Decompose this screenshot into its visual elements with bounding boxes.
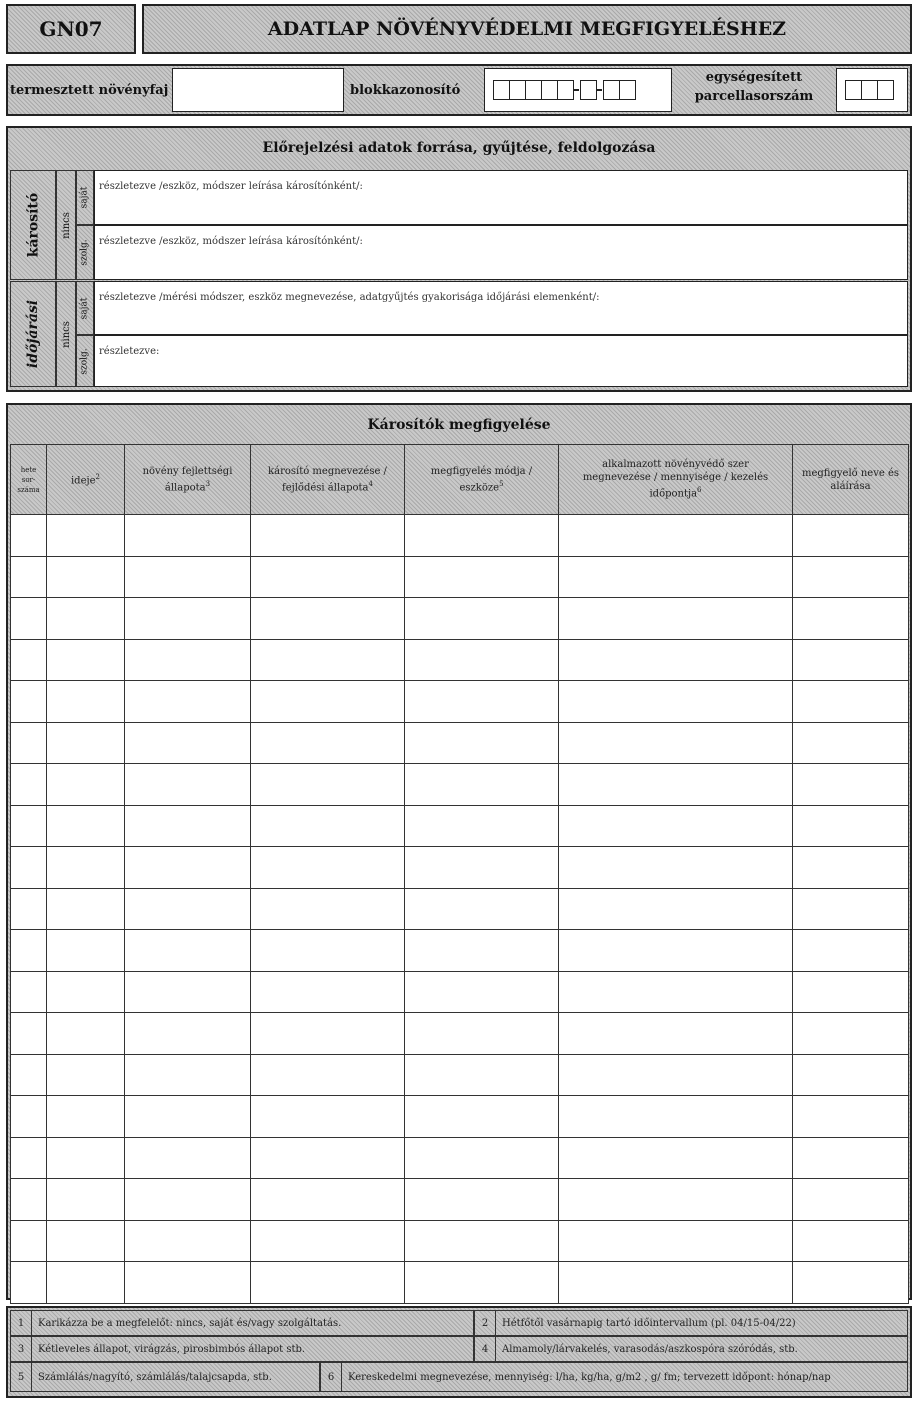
cell-pest[interactable] [251,639,405,681]
footnote-number: 4 [475,1337,496,1361]
block-label: blokkazonosító [350,83,461,98]
cell-observer[interactable] [793,805,909,847]
cell-week[interactable] [11,556,47,598]
col-time-sup: 2 [95,473,100,482]
parcel-digit[interactable] [877,80,894,100]
weather-service-detail[interactable] [94,335,908,387]
cell-time[interactable] [47,1096,125,1138]
weather-own-detail[interactable] [94,281,908,335]
cell-treatment[interactable] [559,847,793,889]
footnote-number: 1 [11,1311,32,1335]
cell-treatment[interactable] [559,888,793,930]
cell-treatment[interactable] [559,1096,793,1138]
table-row [11,598,909,640]
cell-pest[interactable] [251,971,405,1013]
cell-plant-stage[interactable] [125,1137,251,1179]
pest-group-label [10,170,56,280]
weather-none-cell[interactable] [56,281,76,387]
form-title [142,4,912,54]
col-plant-stage-l1: növény fejlettségi [142,465,233,477]
footnote-text: Hétfőtől vasárnapig tartó időintervallum (pl. 04/15-04/22) [502,1317,796,1329]
observation-title: Károsítók megfigyelése [367,417,551,433]
parcel-digit[interactable] [845,80,862,100]
cell-treatment[interactable] [559,1179,793,1221]
cell-week[interactable] [11,639,47,681]
detail-label: részletezve /eszköz, módszer leírása károsítónként/: [99,181,363,192]
cell-week[interactable] [11,888,47,930]
table-row [11,1137,909,1179]
cell-observer[interactable] [793,1096,909,1138]
cell-method[interactable] [405,764,559,806]
parcel-number-input[interactable] [836,68,908,112]
col-method-l2: eszköze [459,482,500,494]
block-id-input[interactable] [484,68,672,112]
cell-treatment[interactable] [559,1013,793,1055]
cell-observer[interactable] [793,556,909,598]
col-pest-sup: 4 [368,479,373,488]
cell-pest[interactable] [251,681,405,723]
cell-treatment[interactable] [559,1054,793,1096]
weather-none-text: nincs [60,320,72,348]
cell-time[interactable] [47,722,125,764]
cell-time[interactable] [47,1262,125,1304]
cell-week[interactable] [11,847,47,889]
cell-method[interactable] [405,1013,559,1055]
cell-plant-stage[interactable] [125,1013,251,1055]
cell-plant-stage[interactable] [125,556,251,598]
block-id-digit[interactable] [541,80,558,100]
block-id-digit[interactable] [493,80,510,100]
cell-method[interactable] [405,1179,559,1221]
pest-none-cell[interactable] [56,170,76,280]
cell-method[interactable] [405,598,559,640]
cell-week[interactable] [11,1013,47,1055]
cell-week[interactable] [11,1220,47,1262]
col-treatment-sup: 6 [697,486,702,495]
cell-observer[interactable] [793,1262,909,1304]
weather-group-text: időjárási [25,299,42,369]
table-row [11,971,909,1013]
cell-week[interactable] [11,1179,47,1221]
pest-service-text: szolg. [79,239,90,266]
cell-plant-stage[interactable] [125,805,251,847]
table-row [11,1013,909,1055]
cell-pest[interactable] [251,805,405,847]
footnote-text: Almamoly/lárvakelés, varasodás/aszkospóra szóródás, stb. [502,1343,798,1355]
col-pest-l2: fejlődési állapota [282,482,369,494]
cell-method[interactable] [405,971,559,1013]
cell-week[interactable] [11,971,47,1013]
cell-week[interactable] [11,681,47,723]
cell-week[interactable] [11,764,47,806]
cell-observer[interactable] [793,515,909,557]
pest-own-text: saját [79,186,90,209]
footnote-3 [10,1336,474,1362]
cell-plant-stage[interactable] [125,1220,251,1262]
cell-observer[interactable] [793,639,909,681]
cell-week[interactable] [11,1137,47,1179]
block-id-digit[interactable] [619,80,636,100]
cell-treatment[interactable] [559,971,793,1013]
cell-pest[interactable] [251,1262,405,1304]
cell-method[interactable] [405,556,559,598]
detail-label: részletezve: [99,346,160,357]
table-row [11,639,909,681]
cell-observer[interactable] [793,888,909,930]
block-id-digit[interactable] [509,80,526,100]
cell-pest[interactable] [251,1013,405,1055]
footnote-text: Karikázza be a megfelelőt: nincs, saját és/vagy szolgáltatás. [38,1317,342,1329]
cell-time[interactable] [47,764,125,806]
crop-label: termesztett növényfaj [10,83,169,98]
cell-time[interactable] [47,930,125,972]
forecast-title: Előrejelzési adatok forrása, gyűjtése, feldolgozása [262,140,656,156]
parcel-label-line2: parcellasorszám [694,89,814,104]
table-row [11,722,909,764]
footnote-1 [10,1310,474,1336]
cell-pest[interactable] [251,598,405,640]
pest-own-detail[interactable] [94,170,908,225]
weather-service-text: szolg. [79,347,90,375]
table-row [11,1054,909,1096]
cell-method[interactable] [405,805,559,847]
observation-table [10,444,909,1304]
block-id-digit[interactable] [603,80,620,100]
footnote-4 [474,1336,908,1362]
cell-method[interactable] [405,639,559,681]
col-time [47,445,125,515]
cell-week[interactable] [11,1054,47,1096]
table-row [11,888,909,930]
cell-plant-stage[interactable] [125,515,251,557]
footnote-text: Kereskedelmi megnevezése, mennyiség: l/ha, kg/ha, g/m2 , g/ fm; tervezett időpont: hónap/nap [348,1371,831,1383]
cell-pest[interactable] [251,847,405,889]
cell-observer[interactable] [793,1220,909,1262]
cell-time[interactable] [47,847,125,889]
form-title-text: ADATLAP NÖVÉNYVÉDELMI MEGFIGYELÉSHEZ [267,18,787,40]
col-plant-stage-l2: állapota [164,482,206,494]
pest-own-cell[interactable] [76,170,94,225]
col-pest [251,445,405,515]
cell-pest[interactable] [251,764,405,806]
cell-week[interactable] [11,1096,47,1138]
cell-pest[interactable] [251,1137,405,1179]
form-code [6,4,136,54]
col-method-sup: 5 [499,479,504,488]
table-row [11,805,909,847]
cell-plant-stage[interactable] [125,971,251,1013]
cell-week[interactable] [11,515,47,557]
cell-week[interactable] [11,1262,47,1304]
footnote-6 [320,1362,908,1392]
cell-treatment[interactable] [559,1262,793,1304]
col-observer [793,445,909,515]
cell-observer[interactable] [793,598,909,640]
cell-observer[interactable] [793,1179,909,1221]
footnote-number: 3 [11,1337,32,1361]
cell-time[interactable] [47,888,125,930]
col-method [405,445,559,515]
cell-plant-stage[interactable] [125,722,251,764]
cell-method[interactable] [405,722,559,764]
cell-plant-stage[interactable] [125,639,251,681]
cell-observer[interactable] [793,847,909,889]
footnote-text: Számlálás/nagyító, számlálás/talajcsapda, stb. [38,1371,272,1383]
cell-plant-stage[interactable] [125,930,251,972]
cell-pest[interactable] [251,515,405,557]
cell-treatment[interactable] [559,1137,793,1179]
cell-plant-stage[interactable] [125,598,251,640]
cell-time[interactable] [47,598,125,640]
col-time-l1: ideje [70,475,96,487]
cell-treatment[interactable] [559,681,793,723]
col-treatment-l3: időpontja [649,488,698,500]
cell-treatment[interactable] [559,556,793,598]
table-row [11,556,909,598]
cell-time[interactable] [47,1054,125,1096]
cell-observer[interactable] [793,764,909,806]
cell-method[interactable] [405,1137,559,1179]
col-plant-stage-sup: 3 [205,479,211,488]
pest-none-text: nincs [60,211,72,239]
cell-pest[interactable] [251,1054,405,1096]
cell-observer[interactable] [793,1013,909,1055]
footnote-text: Kétleveles állapot, virágzás, pirosbimbós állapot stb. [38,1343,306,1355]
cell-week[interactable] [11,598,47,640]
cell-pest[interactable] [251,1179,405,1221]
cell-plant-stage[interactable] [125,888,251,930]
cell-week[interactable] [11,805,47,847]
table-row [11,515,909,557]
table-row [11,1262,909,1304]
footnote-2 [474,1310,908,1336]
cell-method[interactable] [405,1054,559,1096]
pest-service-cell[interactable] [76,225,94,280]
cell-observer[interactable] [793,1137,909,1179]
col-treatment-l2: megnevezése / mennyisége / kezelés [582,472,769,484]
cell-observer[interactable] [793,722,909,764]
cell-week[interactable] [11,722,47,764]
cell-time[interactable] [47,556,125,598]
cell-plant-stage[interactable] [125,1054,251,1096]
block-id-digit[interactable] [525,80,542,100]
table-row [11,764,909,806]
cell-time[interactable] [47,639,125,681]
cell-treatment[interactable] [559,930,793,972]
cell-plant-stage[interactable] [125,764,251,806]
cell-observer[interactable] [793,971,909,1013]
footnote-number: 5 [11,1363,32,1391]
cell-time[interactable] [47,1137,125,1179]
cell-pest[interactable] [251,888,405,930]
cell-time[interactable] [47,1179,125,1221]
cell-plant-stage[interactable] [125,1179,251,1221]
cell-treatment[interactable] [559,515,793,557]
weather-service-cell[interactable] [76,335,94,387]
cell-plant-stage[interactable] [125,1096,251,1138]
block-id-digit[interactable] [557,80,574,100]
detail-label: részletezve /eszköz, módszer leírása károsítónként/: [99,236,363,247]
cell-treatment[interactable] [559,598,793,640]
col-week-l2: sor- [21,475,36,484]
parcel-label-line1: egységesített [705,70,803,85]
cell-time[interactable] [47,681,125,723]
table-row [11,1096,909,1138]
weather-own-text: saját [79,297,90,319]
cell-method[interactable] [405,681,559,723]
cell-observer[interactable] [793,1054,909,1096]
parcel-digit[interactable] [861,80,878,100]
col-treatment-l1: alkalmazott növényvédő szer [602,459,749,471]
cell-method[interactable] [405,1220,559,1262]
cell-pest[interactable] [251,722,405,764]
pest-group-text: károsító [25,192,41,258]
cell-treatment[interactable] [559,639,793,681]
cell-time[interactable] [47,515,125,557]
weather-group-label [10,281,56,387]
cell-treatment[interactable] [559,764,793,806]
cell-week[interactable] [11,930,47,972]
cell-method[interactable] [405,888,559,930]
col-week-l3: száma [17,485,40,494]
col-pest-l1: károsító megnevezése / [268,465,387,477]
cell-time[interactable] [47,805,125,847]
block-id-dash [574,89,579,91]
cell-plant-stage[interactable] [125,1262,251,1304]
col-observer-l2: aláírása [830,480,871,492]
cell-method[interactable] [405,515,559,557]
block-id-dash [597,89,602,91]
pest-service-detail[interactable] [94,225,908,280]
cell-time[interactable] [47,1220,125,1262]
cell-pest[interactable] [251,930,405,972]
table-row [11,847,909,889]
col-treatment [559,445,793,515]
cell-time[interactable] [47,971,125,1013]
col-observer-l1: megfigyelő neve és [802,467,899,479]
cell-observer[interactable] [793,930,909,972]
col-plant-stage [125,445,251,515]
table-row [11,930,909,972]
table-row [11,1179,909,1221]
cell-pest[interactable] [251,556,405,598]
parcel-label [676,68,832,106]
cell-plant-stage[interactable] [125,847,251,889]
cell-method[interactable] [405,1262,559,1304]
table-row [11,1220,909,1262]
table-row [11,681,909,723]
weather-own-cell[interactable] [76,281,94,335]
footnote-number: 6 [321,1363,342,1391]
block-id-digit[interactable] [580,80,597,100]
form-code-text: GN07 [39,17,103,41]
cell-pest[interactable] [251,1220,405,1262]
crop-input[interactable] [172,68,344,112]
footnote-5 [10,1362,320,1392]
cell-method[interactable] [405,1096,559,1138]
cell-treatment[interactable] [559,805,793,847]
cell-plant-stage[interactable] [125,681,251,723]
cell-treatment[interactable] [559,1220,793,1262]
cell-pest[interactable] [251,1096,405,1138]
col-week [11,445,47,515]
cell-observer[interactable] [793,681,909,723]
col-method-l1: megfigyelés módja / [430,465,533,477]
cell-method[interactable] [405,930,559,972]
detail-label: részletezve /mérési módszer, eszköz megnevezése, adatgyűjtés gyakorisága időjárási elemenként/: [99,292,600,303]
col-week-l1: hete [20,465,37,474]
cell-method[interactable] [405,847,559,889]
cell-time[interactable] [47,1013,125,1055]
cell-treatment[interactable] [559,722,793,764]
footnote-number: 2 [475,1311,496,1335]
